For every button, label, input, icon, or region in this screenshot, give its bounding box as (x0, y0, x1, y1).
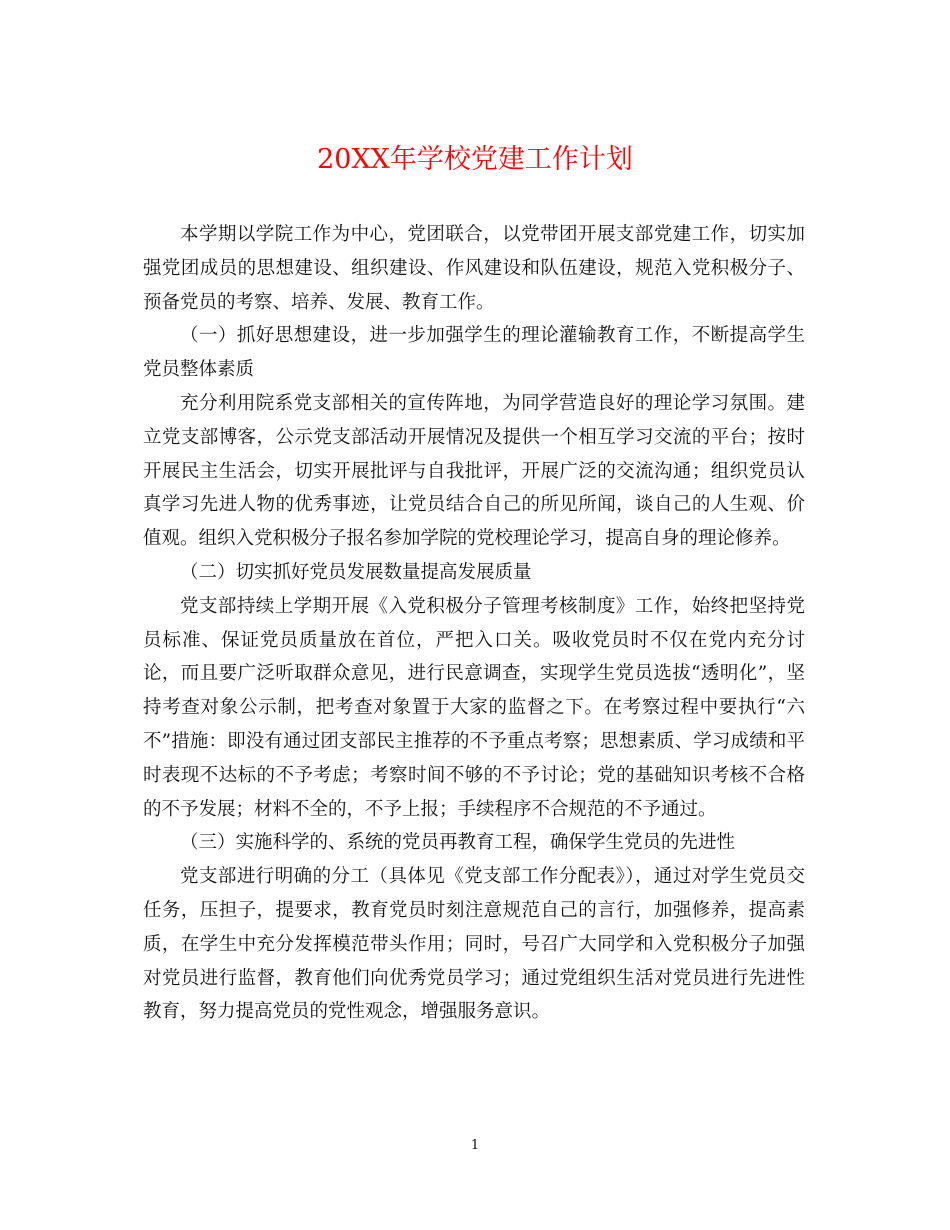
section-heading-2: （二）切实抓好党员发展数量提高发展质量 (180, 561, 532, 583)
paragraph-section-3: 党支部进行明确的分工（具体见《党支部工作分配表》），通过对学生党员交任务，压担子，提要求，教育党员时刻注意规范自己的言行，加强修养，提高素质，在学生中充分发挥模范带头作用；同时，号召广大同学和入党积极分子加强对党员进行监督，教育他们向优秀党员学习；通过党组织生活对党员进行先进性教育，努力提高党员的党性观念，增强服务意识。 (143, 866, 805, 1023)
paragraph-section-2: 党支部持续上学期开展《入党积极分子管理考核制度》工作，始终把坚持党员标准、保证党员质量放在首位，严把入口关。吸收党员时不仅在党内充分讨论，而且要广泛听取群众意见，进行民意调查，实现学生党员选拔“透明化”，坚持考查对象公示制，把考查对象置于大家的监督之下。在考察过程中要执行“六不”措施：即没有通过团支部民主推荐的不予重点考察；思想素质、学习成绩和平时表现不达标的不予考虑；考察时间不够的不予讨论；党的基础知识考核不合格的不予发展；材料不全的，不予上报；手续程序不合规范的不予通过。 (143, 595, 805, 820)
section-heading-3: （三）实施科学的、系统的党员再教育工程，确保学生党员的先进性 (180, 832, 736, 854)
paragraph-intro: 本学期以学院工作为中心，党团联合，以党带团开展支部党建工作，切实加强党团成员的思想建设、组织建设、作风建设和队伍建设，规范入党积极分子、预备党员的考察、培养、发展、教育工作。 (143, 224, 805, 313)
section-heading-1: （一）抓好思想建设，进一步加强学生的理论灌输教育工作，不断提高学生党员整体素质 (143, 325, 805, 381)
document-body (143, 218, 805, 1029)
paragraph-section-1: 充分利用院系党支部相关的宣传阵地，为同学营造良好的理论学习氛围。建立党支部博客，公示党支部活动开展情况及提供一个相互学习交流的平台；按时开展民主生活会，切实开展批评与自我批评，开展广泛的交流沟通；组织党员认真学习先进人物的优秀事迹，让党员结合自己的所见所闻，谈自己的人生观、价值观。组织入党积极分子报名参加学院的党校理论学习，提高自身的理论修养。 (143, 392, 805, 550)
page-number: 1 (470, 1138, 480, 1153)
document-title: 20XX年学校党建工作计划 (317, 144, 633, 175)
